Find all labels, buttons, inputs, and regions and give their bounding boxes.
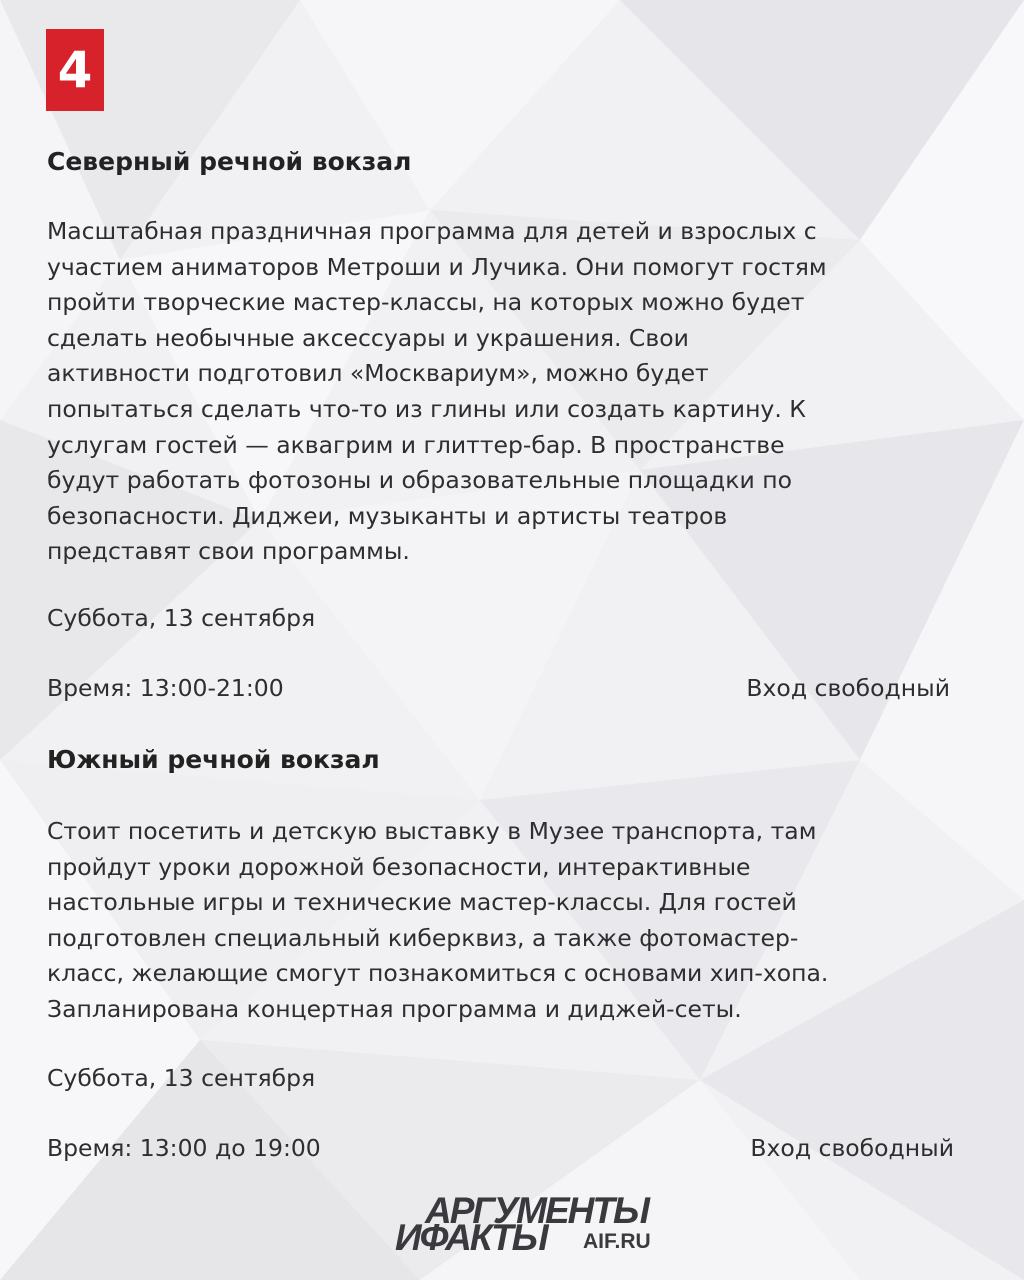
event-time-north: Время: 13:00-21:00 [47, 674, 284, 702]
text-line: Запланирована концертная программа и диджей-сеты. [47, 994, 742, 1023]
event-date-south: Суббота, 13 сентября [47, 1064, 316, 1092]
logo-line-bottom: ИФАКТЫ [395, 1217, 547, 1258]
text-line: пройдут уроки дорожной безопасности, интерактивные [47, 852, 751, 881]
text-line: класс, желающие смогут познакомиться с основами хип-хопа. [47, 959, 829, 988]
slide-number-badge: 4 [46, 29, 104, 111]
text-line: попытаться сделать что-то из глины или создать картину. К [47, 394, 806, 423]
event-entry-south: Вход свободный [750, 1134, 954, 1162]
text-line: Масштабная праздничная программа для детей и взрослых с [47, 217, 817, 245]
text-line: сделать необычные аксессуары и украшения. Свои [47, 323, 689, 352]
logo-site: AIF.RU [583, 1230, 651, 1253]
text-line: Стоит посетить и детскую выставку в Музее транспорта, там [47, 817, 817, 845]
text-line: участием аниматоров Метроши и Лучика. Они помогут гостям [47, 252, 827, 281]
text-line: активности подготовил «Москвариум», можно будет [47, 359, 709, 388]
text-line: услугам гостей — аквагрим и глиттер-бар. В пространстве [47, 430, 785, 459]
section-description-north [47, 214, 982, 570]
text-line: будут работать фотозоны и образовательные площадки по [47, 466, 792, 495]
event-entry-north: Вход свободный [746, 674, 950, 702]
text-line: подготовлен специальный киберквиз, а также фотомастер- [47, 923, 799, 952]
text-line: безопасности. Диджеи, музыканты и артисты театров [47, 501, 728, 530]
text-line: настольные игры и технические мастер-классы. Для гостей [47, 888, 797, 917]
event-date-north: Суббота, 13 сентября [47, 604, 316, 632]
aif-logo [395, 1190, 665, 1261]
logo-line-top: АРГУМЕНТЫ [425, 1190, 648, 1231]
section-title-south: Южный речной вокзал [47, 745, 380, 774]
section-description-south [47, 814, 982, 1028]
section-title-north: Северный речной вокзал [47, 147, 412, 176]
text-line: представят свои программы. [47, 537, 410, 566]
event-time-south: Время: 13:00 до 19:00 [47, 1134, 321, 1162]
text-line: пройти творческие мастер-классы, на которых можно будет [47, 288, 805, 317]
